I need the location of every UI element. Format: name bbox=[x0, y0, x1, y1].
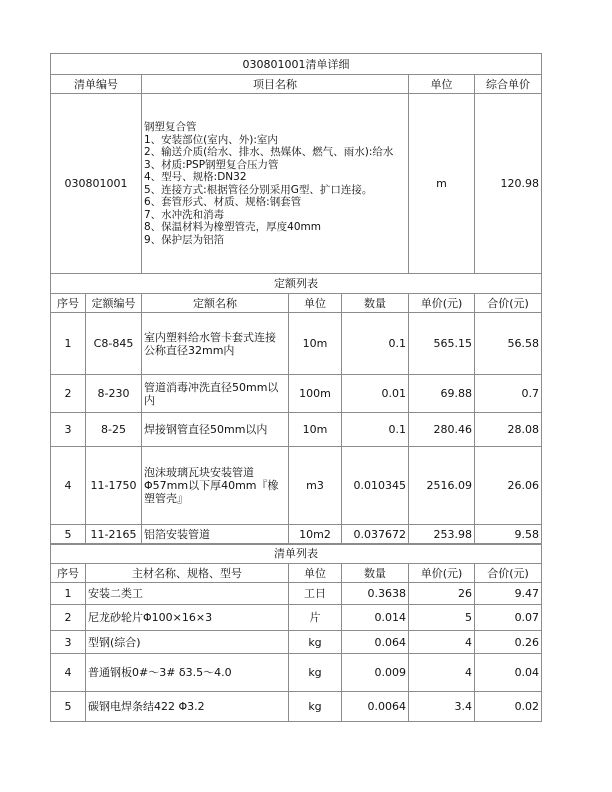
table-row bbox=[51, 375, 542, 413]
quota-table bbox=[50, 273, 542, 545]
quota-unit: m3 bbox=[289, 447, 342, 525]
material-qty: 0.064 bbox=[342, 631, 409, 654]
quota-no: 3 bbox=[51, 413, 86, 447]
material-qty: 0.009 bbox=[342, 654, 409, 692]
quota-no: 5 bbox=[51, 525, 86, 545]
quota-unit: 10m bbox=[289, 313, 342, 375]
quota-name: 管道消毒冲洗直径50mm以内 bbox=[142, 375, 289, 413]
quota-price: 2516.09 bbox=[409, 447, 475, 525]
materials-header-qty: 数量 bbox=[342, 564, 409, 583]
quota-name: 室内塑料给水管卡套式连接 公称直径32mm内 bbox=[142, 313, 289, 375]
quota-unit: 10m2 bbox=[289, 525, 342, 545]
materials-header-row bbox=[51, 564, 542, 583]
quota-header-no: 序号 bbox=[51, 294, 86, 313]
materials-header-price: 单价(元) bbox=[409, 564, 475, 583]
material-price: 4 bbox=[409, 654, 475, 692]
quota-header-unit: 单位 bbox=[289, 294, 342, 313]
quota-code: 8-230 bbox=[86, 375, 142, 413]
material-price: 26 bbox=[409, 583, 475, 605]
quota-total: 0.7 bbox=[475, 375, 542, 413]
material-name: 安装二类工 bbox=[86, 583, 289, 605]
materials-table bbox=[50, 543, 542, 722]
material-price: 3.4 bbox=[409, 692, 475, 722]
quota-code: 11-1750 bbox=[86, 447, 142, 525]
table-row bbox=[51, 631, 542, 654]
materials-header-name: 主材名称、规格、型号 bbox=[86, 564, 289, 583]
material-no: 5 bbox=[51, 692, 86, 722]
table-row bbox=[51, 313, 542, 375]
col-header-unit: 单位 bbox=[409, 75, 475, 94]
material-total: 0.04 bbox=[475, 654, 542, 692]
material-no: 2 bbox=[51, 605, 86, 631]
quota-qty: 0.010345 bbox=[342, 447, 409, 525]
material-no: 4 bbox=[51, 654, 86, 692]
quota-price: 253.98 bbox=[409, 525, 475, 545]
bill-price: 120.98 bbox=[475, 94, 542, 274]
quota-name: 泡沫玻璃瓦块安装管道Φ57mm以下厚40mm『橡塑管壳』 bbox=[142, 447, 289, 525]
col-header-price: 综合单价 bbox=[475, 75, 542, 94]
material-name: 型钢(综合) bbox=[86, 631, 289, 654]
quota-header-row bbox=[51, 294, 542, 313]
bill-title: 030801001清单详细 bbox=[51, 54, 542, 75]
materials-header-unit: 单位 bbox=[289, 564, 342, 583]
table-row bbox=[51, 525, 542, 545]
quota-qty: 0.1 bbox=[342, 313, 409, 375]
quota-name: 铝箔安装管道 bbox=[142, 525, 289, 545]
quota-name: 焊接钢管直径50mm以内 bbox=[142, 413, 289, 447]
material-price: 5 bbox=[409, 605, 475, 631]
material-total: 0.07 bbox=[475, 605, 542, 631]
material-total: 0.02 bbox=[475, 692, 542, 722]
quota-qty: 0.037672 bbox=[342, 525, 409, 545]
material-total: 9.47 bbox=[475, 583, 542, 605]
bill-code: 030801001 bbox=[51, 94, 142, 274]
material-total: 0.26 bbox=[475, 631, 542, 654]
table-row bbox=[51, 583, 542, 605]
table-row bbox=[51, 692, 542, 722]
material-qty: 0.014 bbox=[342, 605, 409, 631]
bill-unit: m bbox=[409, 94, 475, 274]
quota-code: 11-2165 bbox=[86, 525, 142, 545]
material-no: 1 bbox=[51, 583, 86, 605]
quota-code: C8-845 bbox=[86, 313, 142, 375]
material-name: 普通钢板0#～3# δ3.5～4.0 bbox=[86, 654, 289, 692]
quota-header-total: 合价(元) bbox=[475, 294, 542, 313]
bill-header-table bbox=[50, 53, 542, 274]
quota-total: 26.06 bbox=[475, 447, 542, 525]
quota-total: 9.58 bbox=[475, 525, 542, 545]
quota-code: 8-25 bbox=[86, 413, 142, 447]
quota-header-code: 定额编号 bbox=[86, 294, 142, 313]
quota-unit: 100m bbox=[289, 375, 342, 413]
material-name: 碳钢电焊条结422 Φ3.2 bbox=[86, 692, 289, 722]
material-name: 尼龙砂轮片Φ100×16×3 bbox=[86, 605, 289, 631]
bill-description: 钢塑复合管 1、安装部位(室内、外):室内 2、输送介质(给水、排水、热媒体、燃气、雨水):给水 3、材质:PSP钢塑复合压力管 4、型号、规格:DN32 5、连接方式:根据管径分别采用G型、扩口连接。 6、套管形式、材质、规格:钢套管 7、水冲洗和消毒 8、保温材料为橡塑管壳，厚度40mm 9、保护层为铝箔 bbox=[142, 94, 409, 274]
material-qty: 0.3638 bbox=[342, 583, 409, 605]
materials-title: 清单列表 bbox=[51, 544, 542, 564]
quota-header-qty: 数量 bbox=[342, 294, 409, 313]
quota-total: 56.58 bbox=[475, 313, 542, 375]
materials-header-no: 序号 bbox=[51, 564, 86, 583]
quota-unit: 10m bbox=[289, 413, 342, 447]
quota-no: 4 bbox=[51, 447, 86, 525]
material-unit: kg bbox=[289, 692, 342, 722]
quota-price: 280.46 bbox=[409, 413, 475, 447]
quota-total: 28.08 bbox=[475, 413, 542, 447]
table-row bbox=[51, 654, 542, 692]
material-no: 3 bbox=[51, 631, 86, 654]
col-header-name: 项目名称 bbox=[142, 75, 409, 94]
quota-title: 定额列表 bbox=[51, 274, 542, 294]
material-price: 4 bbox=[409, 631, 475, 654]
table-row bbox=[51, 605, 542, 631]
col-header-code: 清单编号 bbox=[51, 75, 142, 94]
material-unit: 工日 bbox=[289, 583, 342, 605]
material-unit: 片 bbox=[289, 605, 342, 631]
quota-no: 1 bbox=[51, 313, 86, 375]
quota-price: 69.88 bbox=[409, 375, 475, 413]
quota-qty: 0.01 bbox=[342, 375, 409, 413]
quota-price: 565.15 bbox=[409, 313, 475, 375]
quota-qty: 0.1 bbox=[342, 413, 409, 447]
table-row bbox=[51, 413, 542, 447]
table-row bbox=[51, 447, 542, 525]
material-unit: kg bbox=[289, 631, 342, 654]
quota-no: 2 bbox=[51, 375, 86, 413]
quota-header-price: 单价(元) bbox=[409, 294, 475, 313]
quota-header-name: 定额名称 bbox=[142, 294, 289, 313]
material-qty: 0.0064 bbox=[342, 692, 409, 722]
materials-header-total: 合价(元) bbox=[475, 564, 542, 583]
material-unit: kg bbox=[289, 654, 342, 692]
